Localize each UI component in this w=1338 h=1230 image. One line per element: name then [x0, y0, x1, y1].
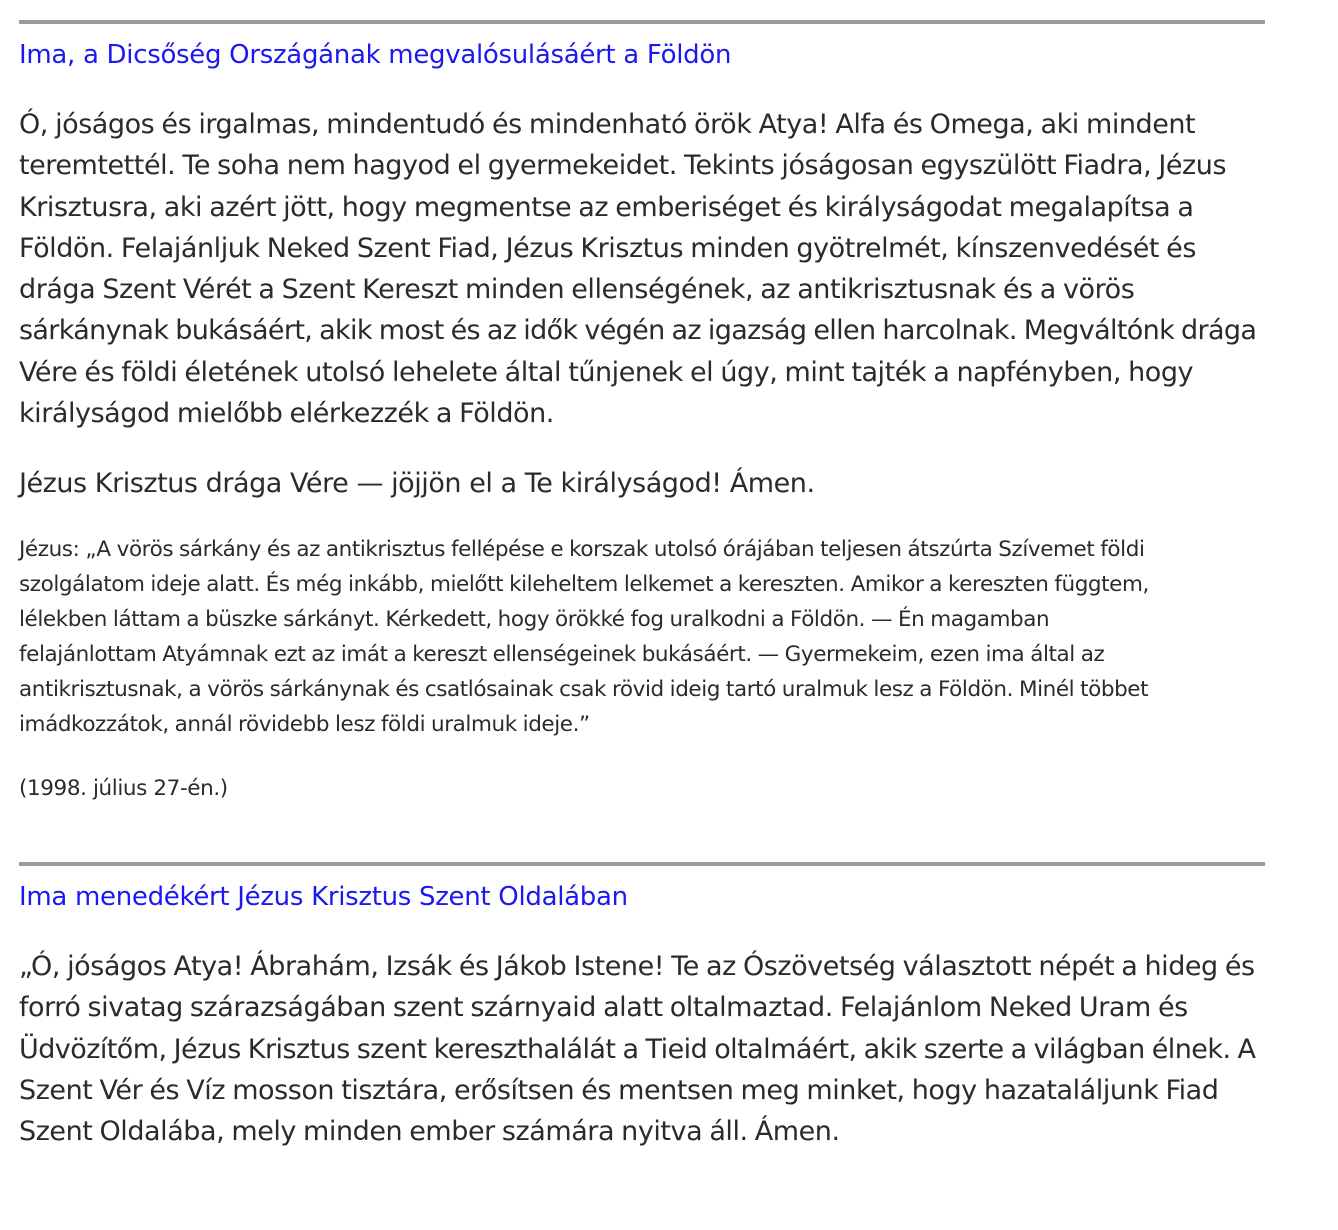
prayer-closing: Jézus Krisztus drága Vére — jöjjön el a Te királyságod! Ámen.	[19, 468, 815, 499]
prayer-text	[19, 946, 1265, 1152]
revelation-date: (1998. július 27-én.)	[19, 776, 228, 801]
quote-line: lélekben láttam a büszke sárkányt. Kérkedett, hogy örökké fog uralkodni a Földön. — Én magamban	[19, 607, 1050, 632]
section-divider	[19, 20, 1265, 24]
prayer-line: drága Szent Vérét a Szent Kereszt minden ellenségének, az antikrisztusnak és a vörös	[19, 274, 1135, 306]
prayer-line: Ó, jóságos és irgalmas, mindentudó és mindenható örök Atya! Alfa és Omega, aki mindent	[19, 109, 1196, 140]
section-title: Ima menedékért Jézus Krisztus Szent Oldalában	[19, 882, 628, 912]
prayer-line: Földön. Felajánljuk Neked Szent Fiad, Jézus Krisztus minden gyötrelmét, kínszenvedését és	[19, 232, 1196, 264]
prayer-line: „Ó, jóságos Atya! Ábrahám, Izsák és Jákob Istene! Te az Ószövetség választott népét a hideg és	[19, 951, 1255, 982]
quote-line: Jézus: „A vörös sárkány és az antikrisztus fellépése e korszak utolsó órájában teljesen átszúrta Szívemet földi	[19, 537, 1145, 562]
jesus-quote	[19, 532, 1265, 742]
section-title: Ima, a Dicsőség Országának megvalósulásáért a Földön	[19, 40, 732, 70]
prayer-text	[19, 104, 1265, 434]
prayer-line: Krisztusra, aki azért jött, hogy megmentse az emberiséget és királyságodat megalapítsa a	[19, 191, 1194, 223]
quote-line: szolgálatom ideje alatt. És még inkább, mielőtt kileheltem lelkemet a kereszten. Amikor a kereszten függtem,	[19, 572, 1149, 597]
prayer-line: Szent Oldalába, mely minden ember számára nyitva áll. Ámen.	[19, 1116, 840, 1148]
prayer-line: forró sivatag szárazságában szent szárnyaid alatt oltalmaztad. Felajánlom Neked Uram és	[19, 992, 1188, 1024]
prayer-line: királyságod mielőbb elérkezzék a Földön.	[19, 398, 554, 430]
section-divider	[19, 862, 1265, 866]
prayer-line: teremtettél. Te soha nem hagyod el gyermekeidet. Tekints jóságosan egyszülött Fiadra, Jézus	[19, 150, 1227, 182]
prayer-line: Üdvözítőm, Jézus Krisztus szent kereszthalálát a Tieid oltalmáért, akik szerte a világban élnek. A	[19, 1033, 1256, 1065]
quote-line: antikrisztusnak, a vörös sárkánynak és csatlósainak csak rövid ideig tartó uralmuk lesz a Földön. Minél többet	[19, 677, 1149, 702]
quote-line: imádkozzátok, annál rövidebb lesz földi uralmuk ideje.”	[19, 712, 590, 737]
quote-line: felajánlottam Atyámnak ezt az imát a kereszt ellenségeinek bukásáért. — Gyermekeim, ezen ima által az	[19, 642, 1105, 667]
prayer-line: Vére és földi életének utolsó lehelete által tűnjenek el úgy, mint tajték a napfényben, hogy	[19, 356, 1194, 388]
prayer-line: sárkánynak bukásáért, akik most és az idők végén az igazság ellen harcolnak. Megváltónk drága	[19, 315, 1257, 347]
prayer-line: Szent Vér és Víz mosson tisztára, erősítsen és mentsen meg minket, hogy hazataláljunk Fiad	[19, 1074, 1219, 1106]
